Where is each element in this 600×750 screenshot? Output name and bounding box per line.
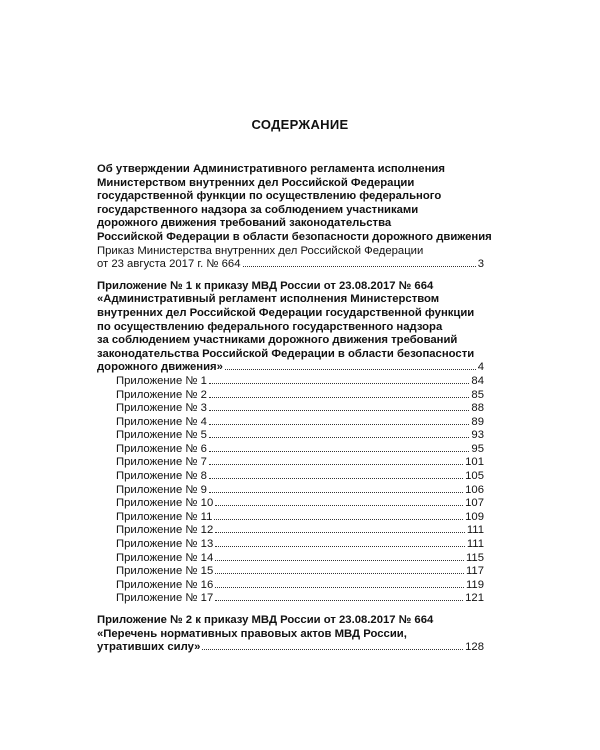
appendix-entry[interactable]: [97, 375, 484, 389]
appendix-entry[interactable]: [97, 443, 484, 457]
dot-leader: [209, 382, 469, 384]
table-of-contents: [97, 163, 492, 655]
dot-leader: [225, 368, 476, 370]
page-title: СОДЕРЖАНИЕ: [251, 117, 349, 132]
appendix-list: [97, 375, 484, 606]
dot-leader: [215, 572, 464, 574]
appendix-entry[interactable]: [97, 538, 484, 552]
appendix-label: Приложение № 16: [116, 578, 214, 591]
toc-entry-label: от 23 августа 2017 г. № 664: [97, 258, 241, 271]
dot-leader: [215, 531, 465, 533]
appendix-label: Приложение № 10: [116, 497, 214, 510]
section-heading-line: «Административный регламент исполнения Министерством: [97, 293, 440, 306]
toc-entry[interactable]: [97, 641, 484, 655]
appendix-page: 121: [465, 592, 484, 605]
section-heading-line: государственной функции по осуществлению федерального: [97, 190, 442, 203]
dot-leader: [215, 599, 463, 601]
appendix-page: 111: [466, 538, 484, 551]
section-heading-line: Приложение № 1 к приказу МВД России от 23.08.2017 № 664: [97, 279, 434, 292]
appendix-entry[interactable]: [97, 511, 484, 525]
appendix-page: 117: [465, 565, 484, 578]
appendix-entry[interactable]: [97, 402, 484, 416]
appendix-page: 88: [471, 402, 484, 415]
section-heading-line: за соблюдением участниками дорожного движения требований: [97, 334, 458, 347]
appendix-page: 95: [471, 442, 484, 455]
toc-section-order: [97, 163, 492, 272]
dot-leader: [243, 265, 476, 267]
appendix-entry[interactable]: [97, 389, 484, 403]
dot-leader: [209, 409, 469, 411]
appendix-label: Приложение № 2: [116, 388, 207, 401]
toc-entry-page: 3: [477, 258, 484, 271]
dot-leader: [209, 423, 469, 425]
dot-leader: [209, 436, 469, 438]
appendix-label: Приложение № 13: [116, 538, 214, 551]
section-heading-line: «Перечень нормативных правовых актов МВД России,: [97, 627, 407, 640]
dot-leader: [209, 491, 463, 493]
appendix-entry[interactable]: [97, 524, 484, 538]
appendix-entry[interactable]: [97, 484, 484, 498]
appendix-label: Приложение № 9: [116, 483, 207, 496]
appendix-entry[interactable]: [97, 552, 484, 566]
appendix-page: 106: [465, 483, 484, 496]
appendix-entry[interactable]: [97, 592, 484, 606]
appendix-label: Приложение № 7: [116, 456, 207, 469]
appendix-label: Приложение № 5: [116, 429, 207, 442]
toc-entry-page: 4: [477, 361, 484, 374]
dot-leader: [215, 559, 464, 561]
appendix-page: 84: [471, 374, 484, 387]
section-heading-line: дорожного движения требований законодательства: [97, 217, 392, 230]
appendix-page: 93: [471, 429, 484, 442]
dot-leader: [215, 545, 465, 547]
toc-entry[interactable]: [97, 361, 484, 375]
toc-section-appendix-2: [97, 614, 484, 655]
dot-leader: [209, 396, 469, 398]
appendix-page: 85: [471, 388, 484, 401]
appendix-label: Приложение № 3: [116, 402, 207, 415]
appendix-label: Приложение № 6: [116, 442, 207, 455]
section-heading-line: внутренних дел Российской Федерации государственной функции: [97, 306, 475, 319]
appendix-entry[interactable]: [97, 416, 484, 430]
toc-entry-label: утративших силу»: [97, 641, 201, 654]
dot-leader: [209, 450, 469, 452]
appendix-page: 115: [465, 551, 484, 564]
appendix-label: Приложение № 1: [116, 374, 207, 387]
appendix-page: 109: [465, 510, 484, 523]
appendix-entry[interactable]: [97, 470, 484, 484]
appendix-entry[interactable]: [97, 429, 484, 443]
appendix-label: Приложение № 14: [116, 551, 214, 564]
dot-leader: [215, 586, 464, 588]
dot-leader: [209, 477, 463, 479]
appendix-label: Приложение № 12: [116, 524, 214, 537]
section-heading-line: законодательства Российской Федерации в области безопасности: [97, 347, 475, 360]
section-heading-line: Российской Федерации в области безопасности дорожного движения: [97, 230, 492, 243]
appendix-label: Приложение № 11: [116, 510, 213, 523]
appendix-page: 111: [466, 524, 484, 537]
appendix-entry[interactable]: [97, 565, 484, 579]
appendix-page: 105: [465, 470, 484, 483]
appendix-entry[interactable]: [97, 497, 484, 511]
appendix-page: 101: [465, 456, 484, 469]
section-heading-line: Министерством внутренних дел Российской Федерации: [97, 176, 415, 189]
appendix-page: 119: [465, 578, 484, 591]
toc-entry-page: 128: [465, 641, 484, 654]
dot-leader: [202, 648, 463, 650]
appendix-label: Приложение № 17: [116, 592, 214, 605]
appendix-entry[interactable]: [97, 579, 484, 593]
toc-entry-label: дорожного движения»: [97, 361, 223, 374]
appendix-page: 89: [471, 415, 484, 428]
appendix-label: Приложение № 8: [116, 470, 207, 483]
section-heading-line: по осуществлению федерального государственного надзора: [97, 320, 443, 333]
appendix-label: Приложение № 4: [116, 415, 207, 428]
dot-leader: [214, 518, 463, 520]
dot-leader: [209, 463, 463, 465]
toc-section-appendix-1: [97, 280, 484, 606]
section-heading-line: Приложение № 2 к приказу МВД России от 23.08.2017 № 664: [97, 614, 434, 626]
section-heading-line: государственного надзора за соблюдением участниками: [97, 203, 419, 216]
section-subtitle-line: Приказ Министерства внутренних дел Российской Федерации: [97, 244, 424, 257]
dot-leader: [215, 504, 463, 506]
appendix-label: Приложение № 15: [116, 565, 214, 578]
appendix-entry[interactable]: [97, 456, 484, 470]
toc-entry[interactable]: [97, 258, 484, 272]
appendix-page: 107: [465, 497, 484, 510]
section-heading-line: Об утверждении Административного регламента исполнения: [97, 163, 445, 175]
